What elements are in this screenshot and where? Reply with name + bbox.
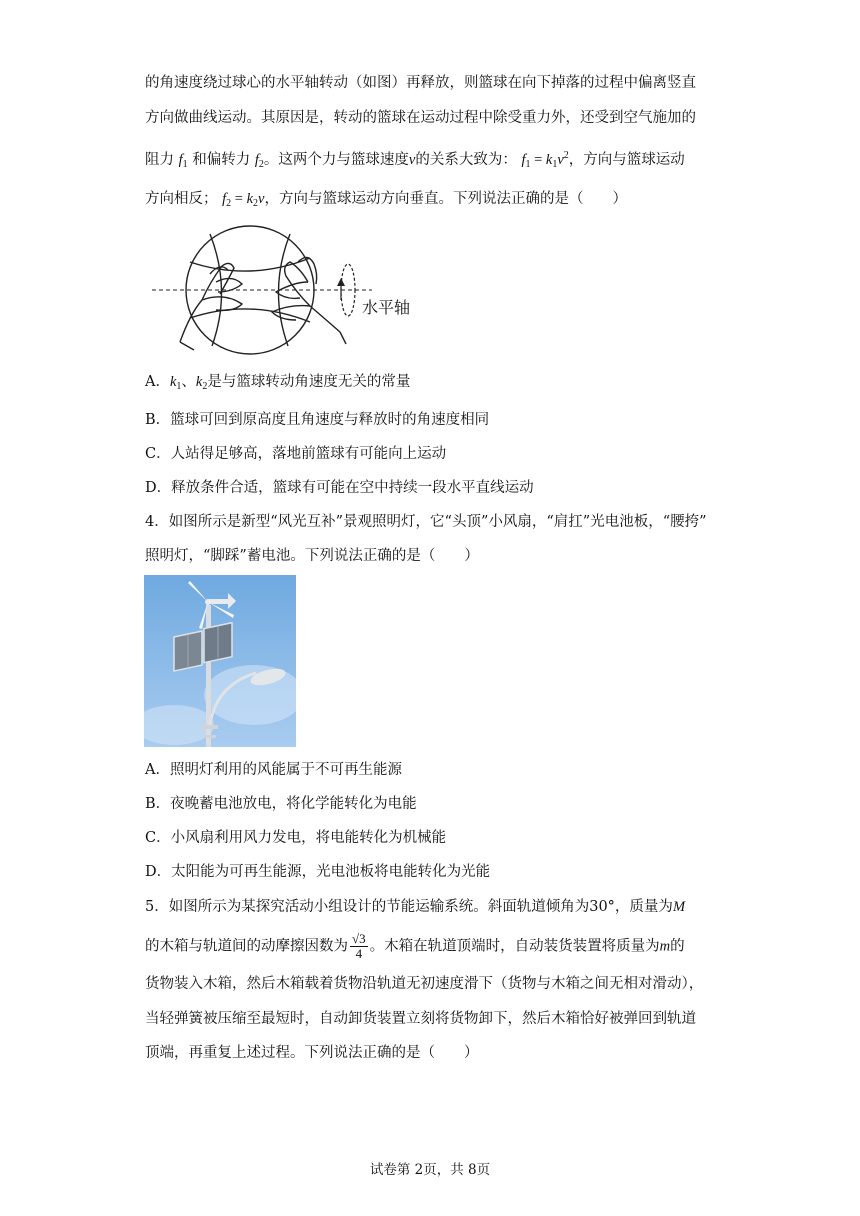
k1-symbol [170, 374, 181, 390]
f: f [254, 152, 259, 168]
k2-symbol [196, 374, 207, 390]
text: 的木箱与轨道间的动摩擦因数为 [145, 938, 348, 955]
text: 的 [670, 938, 685, 955]
text: A． [145, 374, 170, 390]
v: v [258, 191, 265, 207]
denominator: 4 [355, 946, 363, 961]
q3-option-b: B．篮球可回到原高度且角速度与释放时的角速度相同 [145, 412, 490, 428]
text: 。木箱在轨道顶端时，自动装货装置将质量为 [369, 938, 660, 955]
q4-option-d: D．太阳能为可再生能源，光电池板将电能转化为光能 [145, 864, 491, 880]
var-m: m [659, 938, 671, 955]
q5-line-4: 当轻弹簧被压缩至最短时，自动卸货装置立刻将货物卸下，然后木箱恰好被弹回到轨道 [145, 1011, 696, 1027]
q3-option-a [145, 372, 410, 397]
v: v [557, 152, 564, 168]
q5-line-5: 顶端，再重复上述过程。下列说法正确的是（ ） [145, 1045, 479, 1061]
sub: 2 [258, 159, 264, 170]
q3-option-c: C．人站得足够高，落地前篮球有可能向上运动 [145, 446, 447, 462]
text: 5．如图所示为某探究活动小组设计的节能运输系统。斜面轨道倾角为30°，质量为 [145, 899, 673, 915]
sub: 1 [552, 159, 558, 170]
q5-line-2 [145, 932, 685, 961]
text: 。这两个力与篮球速度 [263, 152, 409, 168]
sub: 1 [176, 381, 182, 392]
page-footer: 试卷第 2页，共 8页 [369, 1162, 491, 1178]
q5-line-3: 货物装入木箱，然后木箱载着货物沿轨道无初速度滑下（货物与木箱之间无相对滑动）， [145, 976, 704, 992]
q3-option-d: D．释放条件合适，篮球有可能在空中持续一段水平直线运动 [145, 480, 534, 496]
eq: = [231, 191, 247, 207]
street-lamp-photo [144, 575, 296, 747]
q5-line-1 [145, 897, 685, 917]
f: f [222, 191, 227, 207]
q4-option-b: B．夜晚蓄电池放电，将化学能转化为电能 [145, 796, 417, 812]
sub: 1 [182, 159, 188, 170]
basketball-hands-diagram [150, 222, 420, 358]
var-M: M [672, 899, 686, 915]
text: ，方向与篮球运动 [568, 152, 685, 168]
q4-line-2: 照明灯，“脚踩”蓄电池。下列说法正确的是（ ） [145, 548, 479, 564]
q3-line-3 [145, 146, 685, 175]
formula-f1 [521, 152, 568, 168]
v-symbol: v [408, 152, 416, 168]
basketball-figure [150, 222, 420, 358]
q3-line-4 [145, 189, 627, 214]
text: 、 [181, 374, 196, 390]
fraction-sqrt3-over-4 [350, 932, 368, 961]
eq: = [530, 152, 546, 168]
formula-f2 [222, 191, 264, 207]
sub: 2 [253, 198, 259, 209]
text: ，方向与篮球运动方向垂直。下列说法正确的是（ ） [264, 191, 627, 207]
text: 和偏转力 [192, 152, 251, 168]
k: k [169, 374, 177, 390]
q4-option-c: C．小风扇利用风力发电，将电能转化为机械能 [145, 830, 447, 846]
f: f [521, 152, 526, 168]
sub: 2 [226, 198, 232, 209]
k: k [545, 152, 553, 168]
f1-symbol [179, 152, 188, 168]
k: k [195, 374, 203, 390]
q4-option-a: A．照明灯利用的风能属于不可再生能源 [145, 762, 402, 778]
q3-line-2: 方向做曲线运动。其原因是，转动的篮球在运动过程中除受重力外，还受到空气施加的 [145, 110, 696, 126]
f: f [178, 152, 183, 168]
text: 方向相反； [145, 191, 218, 207]
text: 阻力 [145, 152, 174, 168]
k: k [246, 191, 254, 207]
numerator: √3 [352, 931, 366, 946]
q3-line-1: 的角速度绕过球心的水平轴转动（如图）再释放，则篮球在向下掉落的过程中偏离竖直 [145, 75, 696, 91]
sup: 2 [563, 150, 569, 161]
sub: 1 [525, 159, 531, 170]
text: 的关系大致为： [415, 152, 517, 168]
text: 是与篮球转动角速度无关的常量 [207, 374, 411, 390]
sub: 2 [202, 381, 208, 392]
q4-line-1: 4．如图所示是新型“风光互补”景观照明灯，它“头顶”小风扇，“肩扛”光电池板，“腰挎” [145, 514, 707, 530]
f2-symbol [255, 152, 264, 168]
wind-solar-lamp-image [144, 575, 296, 747]
axis-label: 水平轴 [362, 298, 411, 317]
